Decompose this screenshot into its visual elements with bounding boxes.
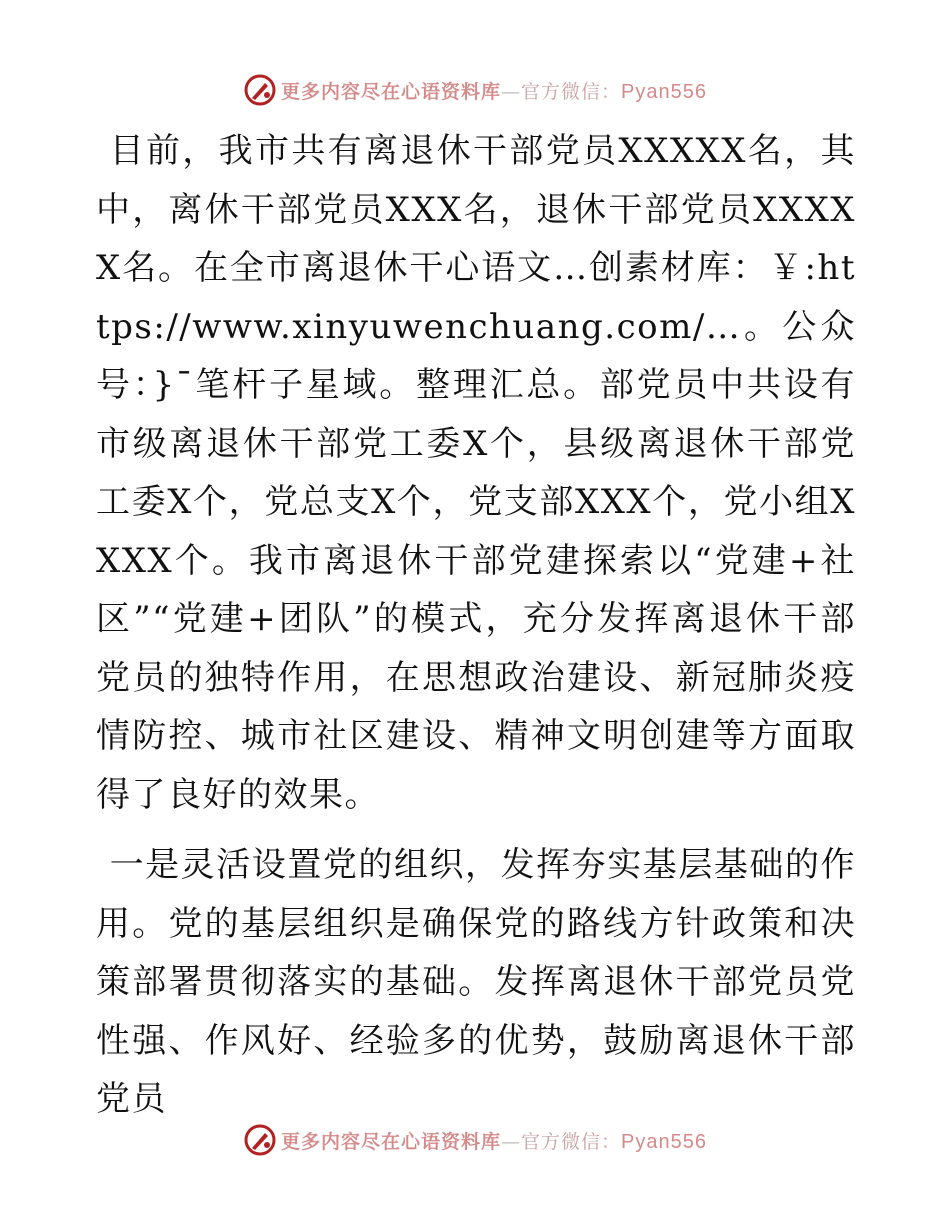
footer-banner xyxy=(281,1127,707,1154)
footer-banner-main: 更多内容尽在心语资料库 xyxy=(281,1130,502,1153)
red-pen-circle-logo-icon xyxy=(243,73,277,107)
document-body xyxy=(96,122,856,1129)
footer-watermark xyxy=(0,1120,950,1160)
header-banner xyxy=(281,77,707,104)
footer-banner-wechat-id: Pyan556 xyxy=(621,1130,707,1153)
red-pen-circle-logo-icon xyxy=(243,1123,277,1157)
header-banner-wechat-id: Pyan556 xyxy=(621,80,707,103)
paragraph-1: 目前，我市共有离退休干部党员XXXXX名，其中，离休干部党员XXX名，退休干部党员XXXXX名。在全市离退休干心语文…创素材库：￥:https://www.xinyuwenchuang.com/…。公众号：}¯笔杆子星域。整理汇总。部党员中共设有市级离退休干部党工委X个，县级离退休干部党工委X个，党总支X个，党支部XXX个，党小组XXXX个。我市离退休干部党建探索以“党建+社区”“党建+团队”的模式，充分发挥离退休干部党员的独特作用，在思想政治建设、新冠肺炎疫情防控、城市社区建设、精神文明创建等方面取得了良好的效果。 xyxy=(96,131,856,815)
footer-banner-label: 官方微信： xyxy=(521,1130,622,1153)
paragraph-2: 一是灵活设置党的组织，发挥夯实基层基础的作用。党的基层组织是确保党的路线方针政策和决策部署贯彻落实的基础。发挥离退休干部党员党性强、作风好、经验多的优势，鼓励离退休干部党员 xyxy=(96,845,856,1119)
header-banner-dash: — xyxy=(501,80,522,103)
header-banner-label: 官方微信： xyxy=(521,80,622,103)
header-banner-main: 更多内容尽在心语资料库 xyxy=(281,80,502,103)
footer-banner-dash: — xyxy=(501,1130,522,1153)
header-watermark xyxy=(0,70,950,110)
